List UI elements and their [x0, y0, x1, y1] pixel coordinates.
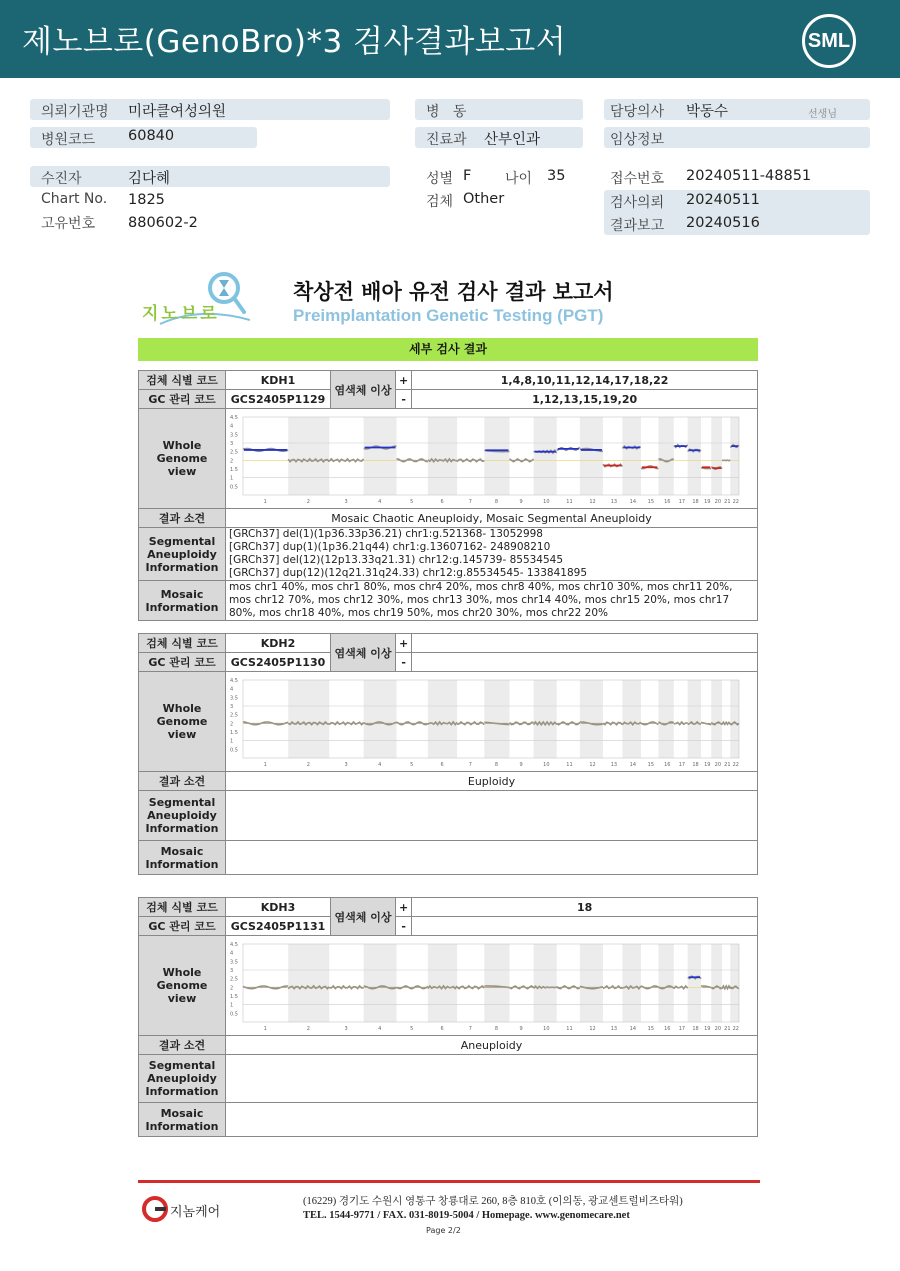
- chart-label: Chart No.: [41, 191, 108, 207]
- x-tick-label: 12: [589, 1025, 596, 1032]
- specimen-value: Other: [463, 191, 505, 207]
- chr-abn-label: 염색체 이상: [331, 371, 396, 409]
- x-tick-label: 22: [732, 1025, 740, 1032]
- chromosome-band: [364, 680, 397, 758]
- chromosome-band: [534, 680, 557, 758]
- x-tick-label: 5: [410, 498, 414, 505]
- x-tick-label: 13: [610, 761, 618, 768]
- x-tick-label: 18: [692, 761, 699, 768]
- segmental-value: [226, 528, 758, 581]
- loss-chromosomes: 1,12,13,15,19,20: [412, 390, 758, 409]
- chromosome-band: [288, 680, 329, 758]
- gain-sign: +: [396, 898, 412, 917]
- chromosome-band: [364, 417, 397, 495]
- x-tick-label: 2: [306, 1025, 310, 1032]
- receipt-value: 20240511-48851: [686, 168, 812, 184]
- y-tick-label: 4: [230, 686, 234, 693]
- chromosome-band: [580, 944, 603, 1022]
- chromosome-band: [711, 417, 722, 495]
- genome-plot: [229, 411, 745, 507]
- chromosome-band: [688, 417, 701, 495]
- chromosome-band: [688, 680, 701, 758]
- y-tick-label: 1: [230, 475, 234, 482]
- y-tick-label: 1: [230, 1002, 234, 1009]
- x-tick-label: 16: [664, 1025, 671, 1032]
- chromosome-band: [364, 944, 397, 1022]
- x-tick-label: 17: [678, 498, 686, 505]
- mosaic-value: mos chr1 40%, mos chr1 80%, mos chr4 20%, mos chr8 40%, mos chr10 30%, mos chr11 20%, mos chr12 70%, mos chr12 30%, mos chr13 30%, mos chr14 40%, mos chr15 20%, mos chr17 80%, mos chr18 40%, mos chr19 50%, mos chr20 30%, mos chr22 20%: [226, 581, 758, 621]
- age-label: 나이: [505, 171, 533, 187]
- specimen-label: 검체: [426, 194, 454, 210]
- x-tick-label: 18: [692, 498, 699, 505]
- y-tick-label: 2: [230, 984, 234, 991]
- segmental-line: [GRCh37] del(12)(12p13.33q21.31) chr12:g.145739- 85534545: [229, 554, 564, 566]
- genomecare-logo: [142, 1196, 168, 1222]
- y-tick-label: 3: [230, 967, 234, 974]
- sample-table-2: [138, 633, 758, 875]
- doctor-value: 박동수: [686, 104, 729, 120]
- segmental-line: [GRCh37] dup(12)(12q21.31q24.33) chr12:g.85534545- 133841895: [229, 567, 588, 579]
- y-tick-label: 1.5: [230, 993, 238, 1000]
- x-tick-label: 6: [440, 498, 444, 505]
- x-tick-label: 12: [589, 761, 596, 768]
- sample-code-label: 검체 식별 코드: [139, 898, 226, 917]
- wgv-label: Whole Genome view: [139, 936, 226, 1036]
- y-tick-label: 3.5: [230, 431, 238, 438]
- x-tick-label: 3: [344, 1025, 348, 1032]
- chr-abn-label: 염색체 이상: [331, 898, 396, 936]
- x-tick-label: 9: [519, 1025, 523, 1032]
- chromosome-band: [484, 944, 509, 1022]
- doctor-label: 담당의사: [610, 104, 665, 120]
- x-tick-label: 22: [732, 761, 740, 768]
- sample-code: KDH3: [226, 898, 331, 917]
- x-tick-label: 14: [629, 498, 637, 505]
- x-tick-label: 7: [468, 761, 472, 768]
- segmental-label: Segmental Aneuploidy Information: [139, 1055, 226, 1103]
- request-label: 검사의뢰: [610, 195, 665, 211]
- sample-table-1: [138, 370, 758, 621]
- sample-code: KDH2: [226, 634, 331, 653]
- genome-plot: [229, 938, 745, 1034]
- x-tick-label: 5: [410, 761, 414, 768]
- x-tick-label: 15: [647, 1025, 655, 1032]
- y-tick-label: 2.5: [230, 976, 238, 983]
- loss-chromosomes: [412, 653, 758, 672]
- segmental-value: [226, 791, 758, 841]
- finding-label: 결과 소견: [139, 509, 226, 528]
- gc-code-label: GC 관리 코드: [139, 917, 226, 936]
- chromosome-band: [622, 680, 640, 758]
- institution-value: 미라클여성의원: [128, 104, 227, 120]
- x-tick-label: 20: [714, 498, 722, 505]
- chromosome-band: [622, 944, 640, 1022]
- chromosome-band: [484, 680, 509, 758]
- wgv-label: Whole Genome view: [139, 672, 226, 772]
- x-tick-label: 4: [378, 761, 382, 768]
- gc-code-label: GC 관리 코드: [139, 390, 226, 409]
- y-tick-label: 4: [230, 950, 234, 957]
- chromosome-band: [428, 944, 457, 1022]
- x-tick-label: 17: [678, 1025, 686, 1032]
- y-tick-label: 4.5: [230, 677, 238, 684]
- chromosome-band: [534, 944, 557, 1022]
- x-tick-label: 9: [519, 498, 523, 505]
- gain-chromosomes: 1,4,8,10,11,12,14,17,18,22: [412, 371, 758, 390]
- contact-line: TEL. 1544-9771 / FAX. 031-8019-5004 / Homepage. www.genomecare.net: [303, 1210, 630, 1221]
- x-tick-label: 13: [610, 1025, 618, 1032]
- loss-sign: -: [396, 653, 412, 672]
- x-tick-label: 5: [410, 1025, 414, 1032]
- x-tick-label: 11: [566, 761, 573, 768]
- finding-value: Aneuploidy: [226, 1036, 758, 1055]
- x-tick-label: 18: [692, 1025, 699, 1032]
- segmental-label: Segmental Aneuploidy Information: [139, 791, 226, 841]
- x-tick-label: 6: [440, 761, 444, 768]
- x-tick-label: 2: [306, 761, 310, 768]
- chromosome-band: [288, 944, 329, 1022]
- segmental-label: Segmental Aneuploidy Information: [139, 528, 226, 581]
- loss-sign: -: [396, 917, 412, 936]
- chromosome-band: [534, 417, 557, 495]
- request-value: 20240511: [686, 192, 760, 208]
- gain-chromosomes: 18: [412, 898, 758, 917]
- genome-plot-cell: [226, 936, 758, 1036]
- genome-plot: [229, 674, 745, 770]
- doctor-suffix: 선생님: [808, 109, 837, 120]
- footer-brand: 지놈케어: [170, 1205, 221, 1220]
- genome-plot-cell: [226, 409, 758, 509]
- x-tick-label: 1: [263, 498, 267, 505]
- y-tick-label: 2.5: [230, 449, 238, 456]
- y-tick-label: 4.5: [230, 414, 238, 421]
- x-tick-label: 16: [664, 498, 671, 505]
- dept-value: 산부인과: [484, 132, 541, 148]
- age-value: 35: [547, 168, 566, 184]
- chromosome-band: [580, 680, 603, 758]
- sample-code-label: 검체 식별 코드: [139, 634, 226, 653]
- gc-code: GCS2405P1130: [226, 653, 331, 672]
- x-tick-label: 21: [724, 761, 731, 768]
- x-tick-label: 21: [724, 1025, 731, 1032]
- chromosome-band: [428, 680, 457, 758]
- sml-logo: SML: [802, 14, 856, 68]
- chromosome-band: [658, 680, 673, 758]
- address-line: (16229) 경기도 수원시 영통구 창룡대로 260, 8층 810호 (이의동, 광교센트럴비즈타워): [303, 1196, 683, 1207]
- loss-sign: -: [396, 390, 412, 409]
- x-tick-label: 14: [629, 1025, 637, 1032]
- patient-row: [30, 166, 390, 187]
- mosaic-label: Mosaic Information: [139, 581, 226, 621]
- x-tick-label: 20: [714, 761, 722, 768]
- y-tick-label: 2: [230, 720, 234, 727]
- x-tick-label: 4: [378, 498, 382, 505]
- x-tick-label: 19: [704, 498, 711, 505]
- report-date-value: 20240516: [686, 215, 760, 231]
- y-tick-label: 3.5: [230, 958, 238, 965]
- page-number: Page 2/2: [426, 1226, 461, 1235]
- sample-code: KDH1: [226, 371, 331, 390]
- segmental-line: [GRCh37] dup(1)(1p36.21q44) chr1:g.13607162- 248908210: [229, 541, 551, 553]
- x-tick-label: 10: [543, 1025, 550, 1032]
- y-tick-label: 2.5: [230, 712, 238, 719]
- hospital-code-value: 60840: [128, 128, 175, 144]
- segmental-line: [GRCh37] del(1)(1p36.33p36.21) chr1:g.521368- 13052998: [229, 528, 543, 540]
- genobro-wordmark: 지노브로: [142, 304, 220, 324]
- chromosome-band: [711, 944, 722, 1022]
- clinical-label: 임상정보: [610, 132, 665, 148]
- y-tick-label: 1.5: [230, 729, 238, 736]
- y-tick-label: 0.5: [230, 483, 238, 490]
- sex-value: F: [463, 168, 472, 184]
- x-tick-label: 6: [440, 1025, 444, 1032]
- chromosome-band: [288, 417, 329, 495]
- patient-name: 김다혜: [128, 171, 171, 187]
- chromosome-band: [730, 417, 739, 495]
- dept-label: 진료과: [426, 132, 467, 148]
- x-tick-label: 19: [704, 1025, 711, 1032]
- mosaic-value: [226, 1103, 758, 1137]
- x-tick-label: 9: [519, 761, 523, 768]
- x-tick-label: 12: [589, 498, 596, 505]
- x-tick-label: 3: [344, 498, 348, 505]
- sample-code-label: 검체 식별 코드: [139, 371, 226, 390]
- x-tick-label: 11: [566, 1025, 573, 1032]
- genobro-logo: [140, 266, 250, 326]
- report-header: [0, 0, 900, 78]
- x-tick-label: 11: [566, 498, 573, 505]
- report-date-label: 결과보고: [610, 218, 665, 234]
- x-tick-label: 13: [610, 498, 618, 505]
- finding-label: 결과 소견: [139, 772, 226, 791]
- x-tick-label: 1: [263, 1025, 267, 1032]
- x-tick-label: 22: [732, 498, 740, 505]
- x-tick-label: 14: [629, 761, 637, 768]
- gc-code-label: GC 관리 코드: [139, 653, 226, 672]
- y-tick-label: 0.5: [230, 1010, 238, 1017]
- y-tick-label: 1.5: [230, 466, 238, 473]
- x-tick-label: 20: [714, 1025, 722, 1032]
- chromosome-band: [428, 417, 457, 495]
- sample-table-3: [138, 897, 758, 1137]
- y-tick-label: 4.5: [230, 941, 238, 948]
- mosaic-value: [226, 841, 758, 875]
- x-tick-label: 17: [678, 761, 686, 768]
- x-tick-label: 7: [468, 1025, 472, 1032]
- x-tick-label: 8: [494, 498, 499, 505]
- x-tick-label: 2: [306, 498, 310, 505]
- x-tick-label: 4: [378, 1025, 382, 1032]
- id-value: 880602-2: [128, 215, 198, 231]
- chromosome-band: [730, 944, 739, 1022]
- chromosome-band: [484, 417, 509, 495]
- chromosome-band: [658, 944, 673, 1022]
- x-tick-label: 3: [344, 761, 348, 768]
- mosaic-label: Mosaic Information: [139, 841, 226, 875]
- chromosome-band: [622, 417, 640, 495]
- chromosome-band: [580, 417, 603, 495]
- pgt-title: 착상전 배아 유전 검사 결과 보고서: [293, 280, 614, 304]
- mosaic-label: Mosaic Information: [139, 1103, 226, 1137]
- x-tick-label: 10: [543, 498, 550, 505]
- chromosome-band: [658, 417, 673, 495]
- patient-label: 수진자: [41, 171, 82, 187]
- chromosome-band: [730, 680, 739, 758]
- chr-abn-label: 염색체 이상: [331, 634, 396, 672]
- footer-address: [303, 1195, 683, 1223]
- receipt-label: 접수번호: [610, 171, 665, 187]
- x-tick-label: 15: [647, 761, 655, 768]
- gc-code: GCS2405P1129: [226, 390, 331, 409]
- x-tick-label: 7: [468, 498, 472, 505]
- chromosome-band: [711, 680, 722, 758]
- segmental-value: [226, 1055, 758, 1103]
- finding-value: Mosaic Chaotic Aneuploidy, Mosaic Segmental Aneuploidy: [226, 509, 758, 528]
- chromosome-band: [688, 944, 701, 1022]
- y-tick-label: 4: [230, 423, 234, 430]
- x-tick-label: 15: [647, 498, 655, 505]
- report-title: 제노브로(GenoBro)*3 검사결과보고서: [22, 24, 567, 60]
- x-tick-label: 21: [724, 498, 731, 505]
- x-tick-label: 19: [704, 761, 711, 768]
- gain-sign: +: [396, 634, 412, 653]
- x-tick-label: 8: [494, 1025, 499, 1032]
- y-tick-label: 3: [230, 703, 234, 710]
- y-tick-label: 3.5: [230, 694, 238, 701]
- finding-value: Euploidy: [226, 772, 758, 791]
- gain-chromosomes: [412, 634, 758, 653]
- footer-divider: [138, 1180, 760, 1183]
- x-tick-label: 16: [664, 761, 671, 768]
- finding-label: 결과 소견: [139, 1036, 226, 1055]
- gc-code: GCS2405P1131: [226, 917, 331, 936]
- y-tick-label: 0.5: [230, 746, 238, 753]
- hospital-code-label: 병원코드: [41, 132, 96, 148]
- institution-label: 의뢰기관명: [41, 104, 109, 120]
- ward-label: 병 동: [426, 104, 467, 120]
- gain-sign: +: [396, 371, 412, 390]
- x-tick-label: 8: [494, 761, 499, 768]
- section-title: 세부 검사 결과: [138, 338, 758, 361]
- id-label: 고유번호: [41, 216, 96, 232]
- y-tick-label: 3: [230, 440, 234, 447]
- y-tick-label: 2: [230, 457, 234, 464]
- wgv-label: Whole Genome view: [139, 409, 226, 509]
- x-tick-label: 10: [543, 761, 550, 768]
- pgt-subtitle: Preimplantation Genetic Testing (PGT): [293, 306, 604, 325]
- x-tick-label: 1: [263, 761, 267, 768]
- loss-chromosomes: [412, 917, 758, 936]
- genome-plot-cell: [226, 672, 758, 772]
- chart-value: 1825: [128, 192, 165, 208]
- y-tick-label: 1: [230, 738, 234, 745]
- sex-label: 성별: [426, 171, 454, 187]
